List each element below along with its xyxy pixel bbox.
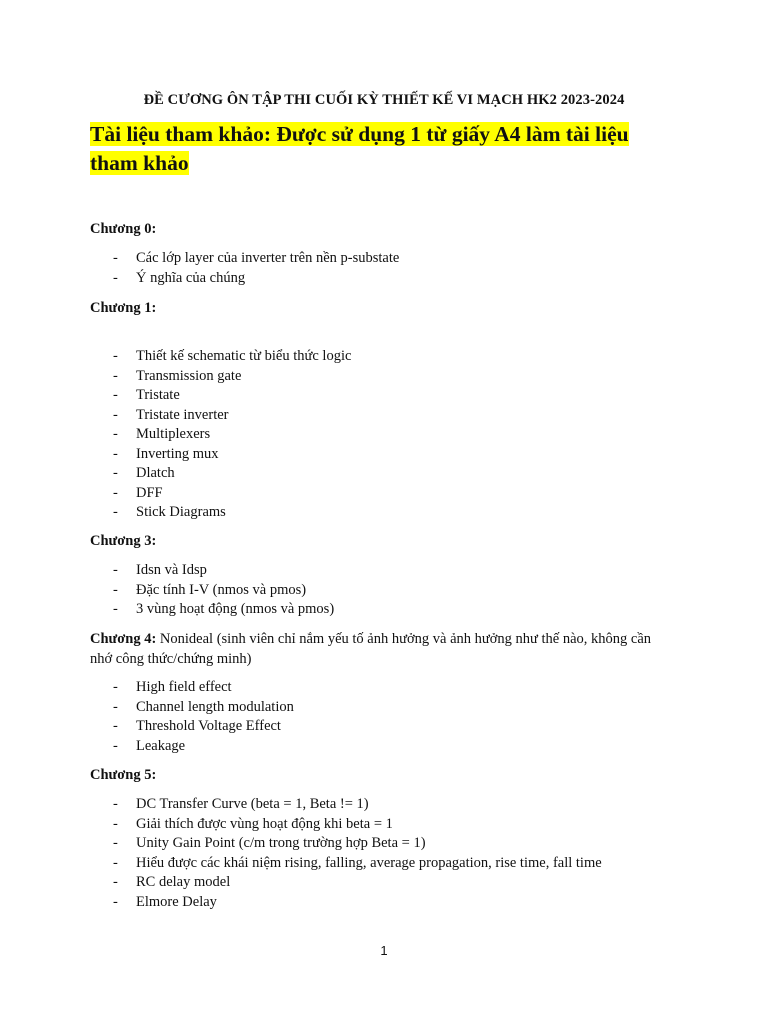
bullet-dash: - [113, 367, 118, 384]
bullet-dash: - [113, 796, 118, 812]
chapter-4-note: Nonideal (sinh viên chỉ nắm yếu tố ảnh hưởng và ảnh hưởng như thế nào, không cần [156, 631, 652, 647]
reference-note [90, 120, 710, 178]
reference-line-2: tham khảo [90, 151, 189, 175]
chapter-3-heading: Chương 3: [90, 533, 157, 549]
bullet-dash: - [113, 406, 118, 423]
bullet-dash: - [113, 269, 118, 286]
bullet-dash: - [113, 679, 118, 695]
list-item: - Các lớp layer của inverter trên nền p-substate [90, 249, 399, 269]
list-item: - Threshold Voltage Effect [90, 717, 294, 737]
chapter-5-heading: Chương 5: [90, 767, 157, 783]
chapter-4-heading: Chương 4: [90, 631, 157, 647]
page-number: 1 [380, 943, 388, 958]
list-item: - Dlatch [90, 464, 351, 484]
document-title: ĐỀ CƯƠNG ÔN TẬP THI CUỐI KỲ THIẾT KẾ VI MẠCH HK2 2023-2024 [143, 92, 625, 108]
bullet-dash: - [113, 465, 118, 481]
list-item: - Idsn và Idsp [90, 561, 334, 581]
list-item: - DC Transfer Curve (beta = 1, Beta != 1) [90, 795, 602, 815]
bullet-dash: - [113, 815, 118, 832]
bullet-dash: - [113, 698, 118, 715]
chapter-0-list [90, 249, 399, 288]
chapter-1-heading: Chương 1: [90, 300, 157, 316]
bullet-dash: - [113, 348, 118, 364]
list-item: - Đặc tính I-V (nmos và pmos) [90, 581, 334, 601]
bullet-dash: - [113, 250, 118, 266]
bullet-dash: - [113, 835, 118, 851]
chapter-4-note-cont: nhớ công thức/chứng minh) [90, 651, 252, 667]
list-item: - Stick Diagrams [90, 503, 351, 523]
chapter-4-list [90, 678, 294, 756]
chapter-0-heading: Chương 0: [90, 221, 157, 237]
bullet-dash: - [113, 387, 118, 403]
list-item: - Tristate [90, 386, 351, 406]
list-item: - Unity Gain Point (c/m trong trường hợp Beta = 1) [90, 834, 602, 854]
bullet-dash: - [113, 893, 118, 910]
bullet-dash: - [113, 426, 118, 442]
chapter-4-intro [90, 629, 690, 669]
list-item: - High field effect [90, 678, 294, 698]
bullet-dash: - [113, 484, 118, 501]
list-item: - Elmore Delay [90, 893, 602, 913]
chapter-3-list [90, 561, 334, 620]
reference-line-1: Tài liệu tham khảo: Được sử dụng 1 từ giấy A4 làm tài liệu [90, 122, 629, 146]
bullet-dash: - [113, 737, 118, 754]
chapter-5-list [90, 795, 602, 912]
bullet-dash: - [113, 504, 118, 520]
bullet-dash: - [113, 562, 118, 578]
chapter-1-list [90, 347, 351, 523]
list-item: - Channel length modulation [90, 698, 294, 718]
bullet-dash: - [113, 874, 118, 890]
list-item: - RC delay model [90, 873, 602, 893]
list-item: - Giải thích được vùng hoạt động khi beta = 1 [90, 815, 602, 835]
list-item: - DFF [90, 484, 351, 504]
bullet-dash: - [113, 581, 118, 598]
list-item: - Ý nghĩa của chúng [90, 269, 399, 289]
list-item: - 3 vùng hoạt động (nmos và pmos) [90, 600, 334, 620]
bullet-dash: - [113, 718, 118, 734]
list-item: - Inverting mux [90, 445, 351, 465]
list-item: - Multiplexers [90, 425, 351, 445]
bullet-dash: - [113, 601, 118, 617]
list-item: - Hiểu được các khái niệm rising, falling, average propagation, rise time, fall time [90, 854, 602, 874]
bullet-dash: - [113, 854, 118, 871]
list-item: - Thiết kế schematic từ biểu thức logic [90, 347, 351, 367]
bullet-dash: - [113, 445, 118, 462]
list-item: - Transmission gate [90, 367, 351, 387]
list-item: - Leakage [90, 737, 294, 757]
list-item: - Tristate inverter [90, 406, 351, 426]
